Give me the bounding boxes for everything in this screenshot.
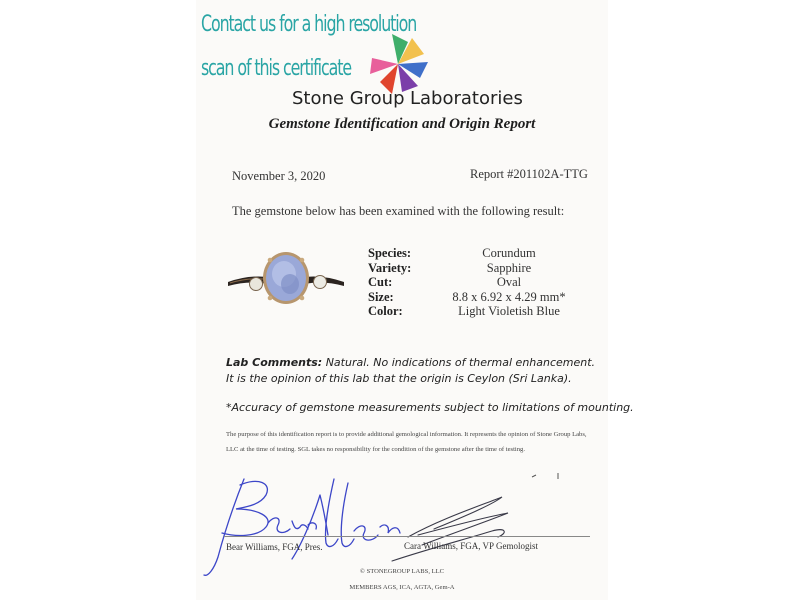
spec-value: Oval xyxy=(496,275,522,289)
watermark-line-2: scan of this certificate xyxy=(201,56,351,81)
brand-left: Stone Group xyxy=(292,88,405,109)
spec-value: Corundum xyxy=(482,246,536,260)
lab-brand xyxy=(292,88,523,109)
spec-row-species xyxy=(368,246,574,261)
spec-row-size xyxy=(368,290,574,305)
spec-label: Variety: xyxy=(368,260,412,275)
spec-label: Color: xyxy=(368,304,403,318)
gem-specs-table xyxy=(368,246,574,319)
signatory-left: Bear Williams, FGA, Pres. xyxy=(226,542,323,552)
brand-right: Laboratories xyxy=(410,88,523,109)
report-date: November 3, 2020 xyxy=(232,169,326,183)
purpose-disclaimer: The purpose of this identification report is to provide additional gemological information. It represents the opinion of Stone Group Labs, LLC at the time of testing. SGL takes no responsibility for the condition of the gemstone after the time of testing. xyxy=(226,431,587,453)
pinwheel-logo-icon xyxy=(362,28,434,96)
spec-label: Size: xyxy=(368,289,394,304)
spec-value: 8.8 x 6.92 x 4.29 mm* xyxy=(452,289,566,304)
report-title: Gemstone Identification and Origin Report xyxy=(268,116,536,132)
spec-value: Light Violetish Blue xyxy=(458,304,560,318)
handwritten-signatures xyxy=(196,465,608,585)
lab-comments xyxy=(226,355,596,387)
sapphire-ring-image xyxy=(226,248,346,318)
accuracy-note: *Accuracy of gemstone measurements subject to limitations of mounting. xyxy=(226,401,634,414)
spec-row-cut xyxy=(368,275,574,290)
spec-row-color xyxy=(368,304,574,319)
spec-row-variety xyxy=(368,261,574,276)
report-number: Report #201102A-TTG xyxy=(470,167,588,181)
spec-value: Sapphire xyxy=(486,260,532,275)
intro-text: The gemstone below has been examined with the following result: xyxy=(232,204,565,218)
copyright-line: © STONEGROUP LABS, LLC xyxy=(359,568,445,575)
signatory-right: Cara Williams, FGA, VP Gemologist xyxy=(404,541,538,551)
lab-comments-label: Lab Comments: xyxy=(226,356,323,369)
lab-comments-text: Natural. No indications of thermal enhancement. It is the opinion of this lab that the origin is Ceylon (Sri Lanka). xyxy=(226,356,596,385)
spec-label: Species: xyxy=(368,246,412,260)
watermark-line-1: Contact us for a high resolution xyxy=(201,12,417,37)
memberships-line: MEMBERS AGS, ICA, AGTA, Gem-A xyxy=(349,584,455,591)
signature-line xyxy=(224,536,590,537)
spec-label: Cut: xyxy=(368,275,393,289)
